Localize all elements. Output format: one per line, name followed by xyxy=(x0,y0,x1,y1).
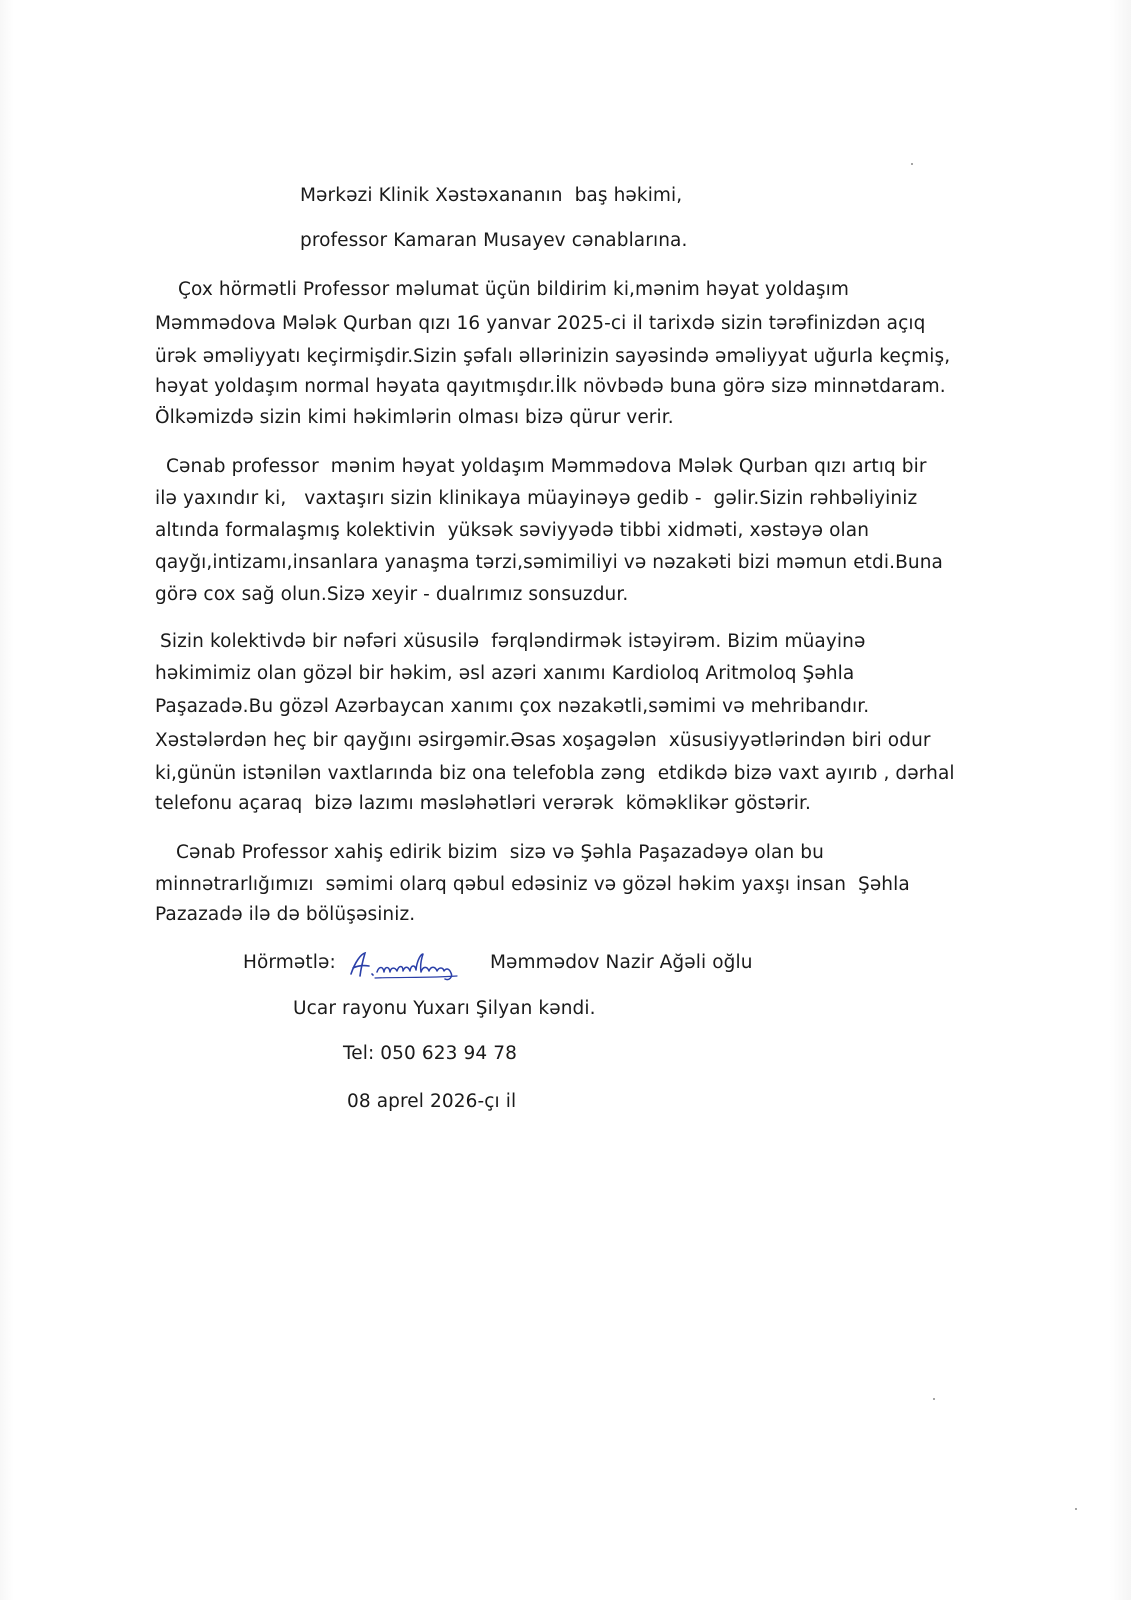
closing-label: Hörmətlə: xyxy=(243,952,336,973)
paragraph-3-line-4: Xəstələrdən heç bir qayğını əsirgəmir.Əsas xoşagələn xüsusiyyətlərindən biri odur xyxy=(155,730,931,751)
paragraph-3-line-1: Sizin kolektivdə bir nəfəri xüsusilə fərqləndirmək istəyirəm. Bizim müayinə xyxy=(160,631,866,652)
addressee-line-2: professor Kamaran Musayev cənablarına. xyxy=(300,230,688,251)
paragraph-3-line-5: ki,günün istənilən vaxtlarında biz ona telefobla zəng etdikdə bizə vaxt ayırıb , dərhal xyxy=(155,763,955,784)
paragraph-3-line-2: həkimimiz olan gözəl bir həkim, əsl azəri xanımı Kardioloq Aritmoloq Şəhla xyxy=(155,663,855,684)
scan-speck xyxy=(933,1398,935,1400)
paragraph-1-line-3: ürək əməliyyatı keçirmişdir.Sizin şəfalı əllərinizin sayəsində əməliyyat uğurla keçmiş, xyxy=(155,346,951,367)
handwritten-signature xyxy=(345,948,467,982)
letter-date: 08 aprel 2026-çı il xyxy=(347,1091,517,1112)
paragraph-3-line-3: Paşazadə.Bu gözəl Azərbaycan xanımı çox nəzakətli,səmimi və mehribandır. xyxy=(155,696,870,717)
paragraph-2-line-1: Cənab professor mənim həyat yoldaşım Məmmədova Mələk Qurban qızı artıq bir xyxy=(166,456,927,477)
paragraph-2-line-5: görə cox sağ olun.Sizə xeyir - dualrımız sonsuzdur. xyxy=(155,584,629,605)
scan-speck xyxy=(1075,1508,1077,1510)
signer-address: Ucar rayonu Yuxarı Şilyan kəndi. xyxy=(293,998,596,1019)
addressee-line-1: Mərkəzi Klinik Xəstəxananın baş həkimi, xyxy=(300,185,683,206)
paragraph-1-line-2: Məmmədova Mələk Qurban qızı 16 yanvar 2025-ci il tarixdə sizin tərəfinizdən açıq xyxy=(155,313,926,334)
paragraph-2-line-3: altında formalaşmış kolektivin yüksək səviyyədə tibbi xidməti, xəstəyə olan xyxy=(155,520,870,541)
paragraph-1-line-5: Ölkəmizdə sizin kimi həkimlərin olması bizə qürur verir. xyxy=(155,407,674,428)
signer-name: Məmmədov Nazir Ağəli oğlu xyxy=(490,952,753,973)
paragraph-4-line-1: Cənab Professor xahiş edirik bizim sizə və Şəhla Paşazadəyə olan bu xyxy=(176,842,824,863)
scan-speck xyxy=(911,163,913,165)
paragraph-2-line-4: qayğı,intizamı,insanlara yanaşma tərzi,səmimiliyi və nəzakəti bizi məmun etdi.Buna xyxy=(155,552,943,573)
paragraph-2-line-2: ilə yaxındır ki, vaxtaşırı sizin klinikaya müayinəyə gedib - gəlir.Sizin rəhbəliyiniz xyxy=(155,488,918,509)
signer-phone: Tel: 050 623 94 78 xyxy=(343,1043,517,1064)
paragraph-4-line-3: Pazazadə ilə də bölüşəsiniz. xyxy=(155,904,416,925)
paragraph-1-line-1: Çox hörmətli Professor məlumat üçün bildirim ki,mənim həyat yoldaşım xyxy=(178,279,850,300)
paragraph-1-line-4: həyat yoldaşım normal həyata qayıtmışdır.İlk növbədə buna görə sizə minnətdaram. xyxy=(155,376,946,397)
paragraph-3-line-6: telefonu açaraq bizə lazımı məsləhətləri verərək köməklikər göstərir. xyxy=(155,793,812,814)
paragraph-4-line-2: minnətrarlığımızı səmimi olarq qəbul edəsiniz və gözəl həkim yaxşı insan Şəhla xyxy=(155,874,910,895)
